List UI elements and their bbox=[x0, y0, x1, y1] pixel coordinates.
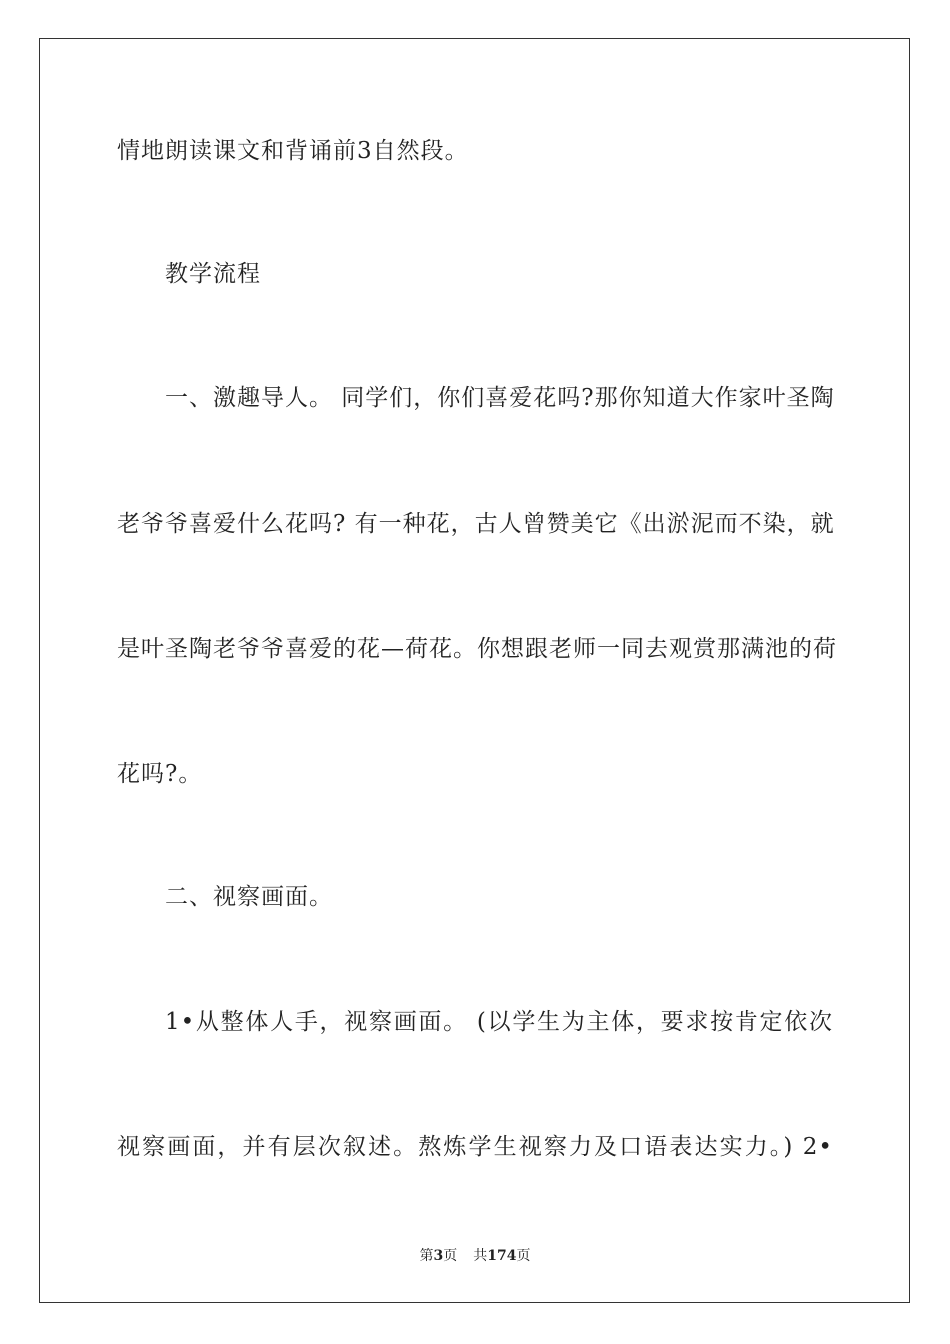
section-heading-teaching-process: 教学流程 bbox=[165, 261, 261, 287]
text-line-3: 一、激趣导人。 同学们，你们喜爱花吗?那你知道大作家叶圣陶 bbox=[165, 385, 835, 411]
text-line-5: 是叶圣陶老爷爷喜爱的花—荷花。你想跟老师一同去观赏那满池的荷 bbox=[117, 636, 837, 662]
footer-page-number: 3 bbox=[433, 1248, 444, 1264]
page-footer bbox=[0, 1246, 950, 1266]
footer-total-prefix: 共 bbox=[473, 1248, 488, 1264]
text-line-8: 1•从整体人手，视察画面。 (以学生为主体，要求按肯定依次 bbox=[165, 1009, 833, 1035]
text-line-6: 花吗?。 bbox=[117, 761, 203, 787]
text-line-9: 视察画面，并有层次叙述。熬炼学生视察力及口语表达实力。) 2• bbox=[117, 1134, 833, 1160]
footer-total-pages: 174 bbox=[487, 1248, 517, 1264]
text-line-1: 情地朗读课文和背诵前3自然段。 bbox=[117, 138, 469, 164]
footer-page-suffix: 页 bbox=[443, 1248, 458, 1264]
section-heading-observe: 二、视察画面。 bbox=[165, 884, 333, 910]
footer-total-suffix: 页 bbox=[516, 1248, 531, 1264]
page-border bbox=[39, 38, 910, 1303]
text-line-4: 老爷爷喜爱什么花吗? 有一种花，古人曾赞美它《出淤泥而不染，就 bbox=[117, 511, 835, 537]
footer-page-prefix: 第 bbox=[419, 1248, 434, 1264]
